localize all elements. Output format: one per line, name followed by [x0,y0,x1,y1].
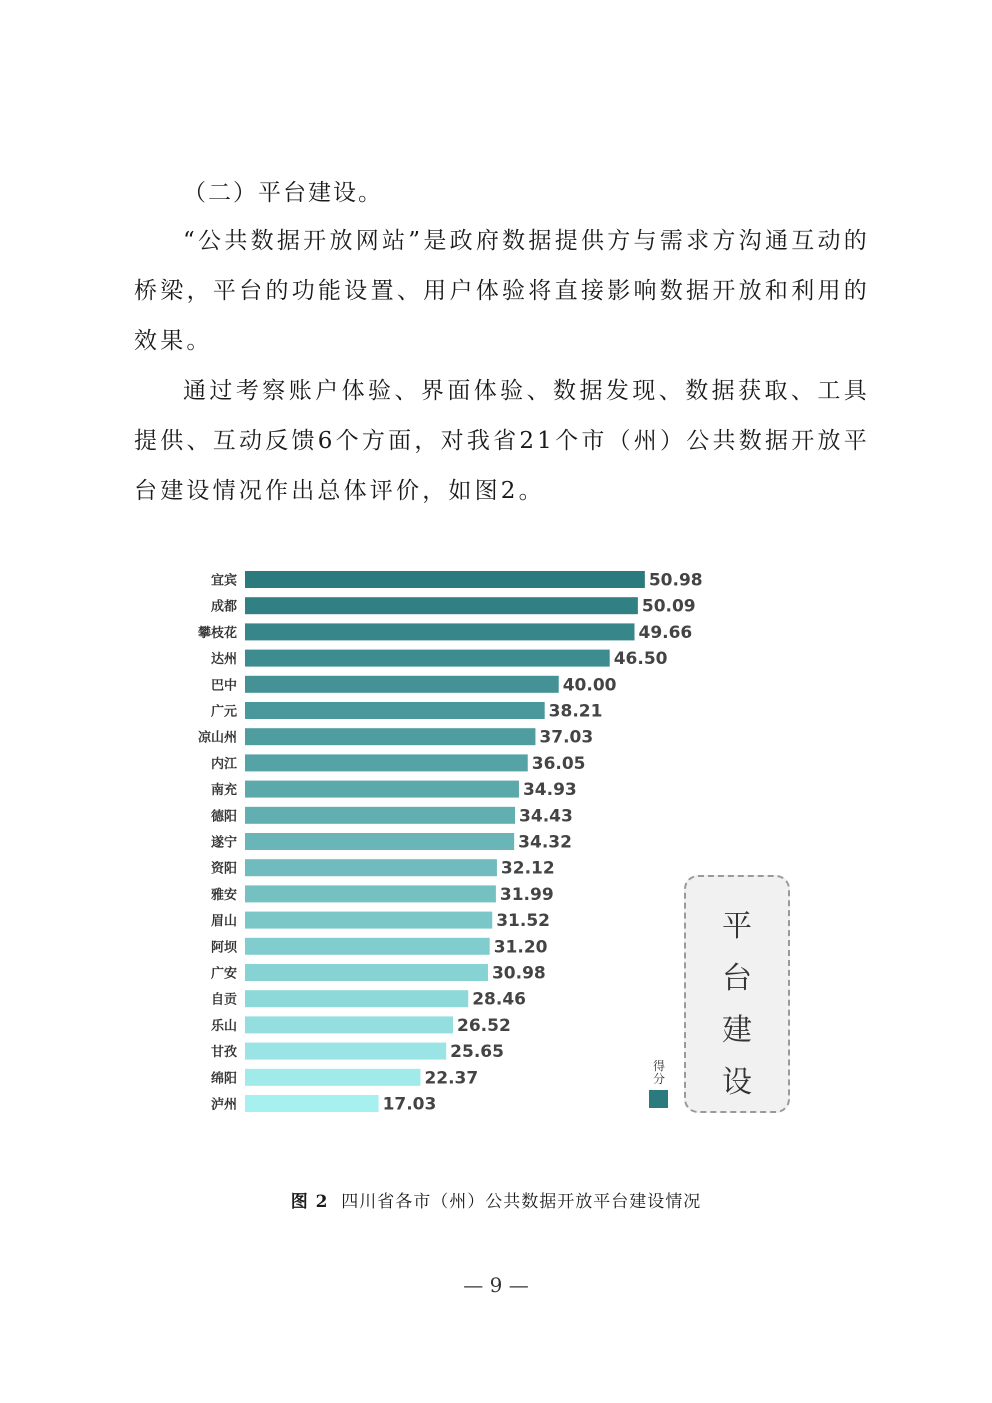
category-label: 德阳 [210,809,237,825]
bar [245,728,535,745]
bar-chart [170,560,730,1120]
category-label: 资阳 [210,861,237,877]
bar [245,623,634,640]
caption-label: 图 2 [290,1192,329,1212]
bar [245,1069,420,1086]
side-title-char: 设 [722,1065,752,1100]
category-label: 遂宁 [210,835,237,851]
section-heading: （二）平台建设。 [183,180,383,206]
value-label: 28.46 [472,989,526,1010]
category-label: 阿坝 [210,940,237,956]
value-label: 22.37 [424,1068,479,1089]
category-label: 自贡 [210,992,237,1008]
category-label: 绵阳 [210,1071,237,1087]
value-label: 34.93 [522,780,577,801]
value-label: 25.65 [450,1042,504,1063]
value-label: 31.20 [493,937,548,958]
value-label: 26.52 [457,1015,511,1036]
bar [245,833,514,850]
value-label: 31.99 [499,884,554,905]
caption-text: 四川省各市（州）公共数据开放平台建设情况 [341,1192,702,1212]
value-label: 50.09 [641,596,696,617]
category-label: 成都 [210,599,237,615]
bar [245,938,490,955]
legend-label [651,1060,667,1086]
bar [245,885,496,902]
bar [245,912,492,929]
value-label: 34.32 [518,832,572,853]
bar [245,1095,379,1112]
category-label: 达州 [210,652,237,668]
figure-caption [0,1187,992,1212]
category-label: 眉山 [210,914,237,930]
category-label: 雅安 [210,887,237,903]
side-title-char: 建 [722,1013,752,1048]
bar [245,571,645,588]
category-label: 广元 [210,704,237,720]
category-label: 南充 [210,783,237,799]
value-label: 31.52 [496,911,550,932]
value-label: 50.98 [648,570,703,591]
category-label: 泸州 [210,1097,237,1113]
legend-label-char: 得 [652,1059,665,1073]
side-title-box [684,875,790,1113]
value-label: 32.12 [500,858,555,879]
category-label: 攀枝花 [197,625,237,641]
value-label: 37.03 [539,727,594,748]
side-title [686,901,788,1109]
value-label: 34.43 [519,806,573,827]
bar [245,1043,446,1060]
bar [245,1016,453,1033]
category-label: 凉山州 [197,730,237,746]
bar [245,702,545,719]
bar [245,964,488,981]
side-title-char: 台 [722,961,752,996]
bar [245,650,610,667]
paragraph-2: 通过考察账户体验、界面体验、数据发现、数据获取、工具提供、互动反馈6个方面，对我省21个市（州）公共数据开放平台建设情况作出总体评价，如图2。 [134,378,870,504]
category-label: 宜宾 [210,573,237,589]
bar [245,754,528,771]
value-label: 40.00 [562,675,617,696]
value-label: 30.98 [491,963,546,984]
value-label: 38.21 [548,701,603,722]
value-label: 46.50 [613,649,668,670]
page-number: — 9 — [463,1273,529,1297]
side-title-char: 平 [722,909,752,944]
category-label: 甘孜 [210,1045,237,1061]
bar [245,597,638,614]
bar [245,990,468,1007]
bar [245,807,515,824]
bar [245,859,497,876]
value-label: 36.05 [531,753,586,774]
category-label: 内江 [210,756,237,772]
bar [245,676,559,693]
value-label: 49.66 [638,622,693,643]
category-label: 广安 [210,966,237,982]
category-label: 巴中 [210,678,237,694]
category-label: 乐山 [210,1018,237,1034]
value-label: 17.03 [382,1094,437,1115]
legend-label-char: 分 [652,1072,665,1086]
paragraph-1: “公共数据开放网站”是政府数据提供方与需求方沟通互动的桥梁，平台的功能设置、用户体验将直接影响数据开放和利用的效果。 [134,228,870,354]
bar [245,781,519,798]
legend-swatch [649,1090,668,1108]
